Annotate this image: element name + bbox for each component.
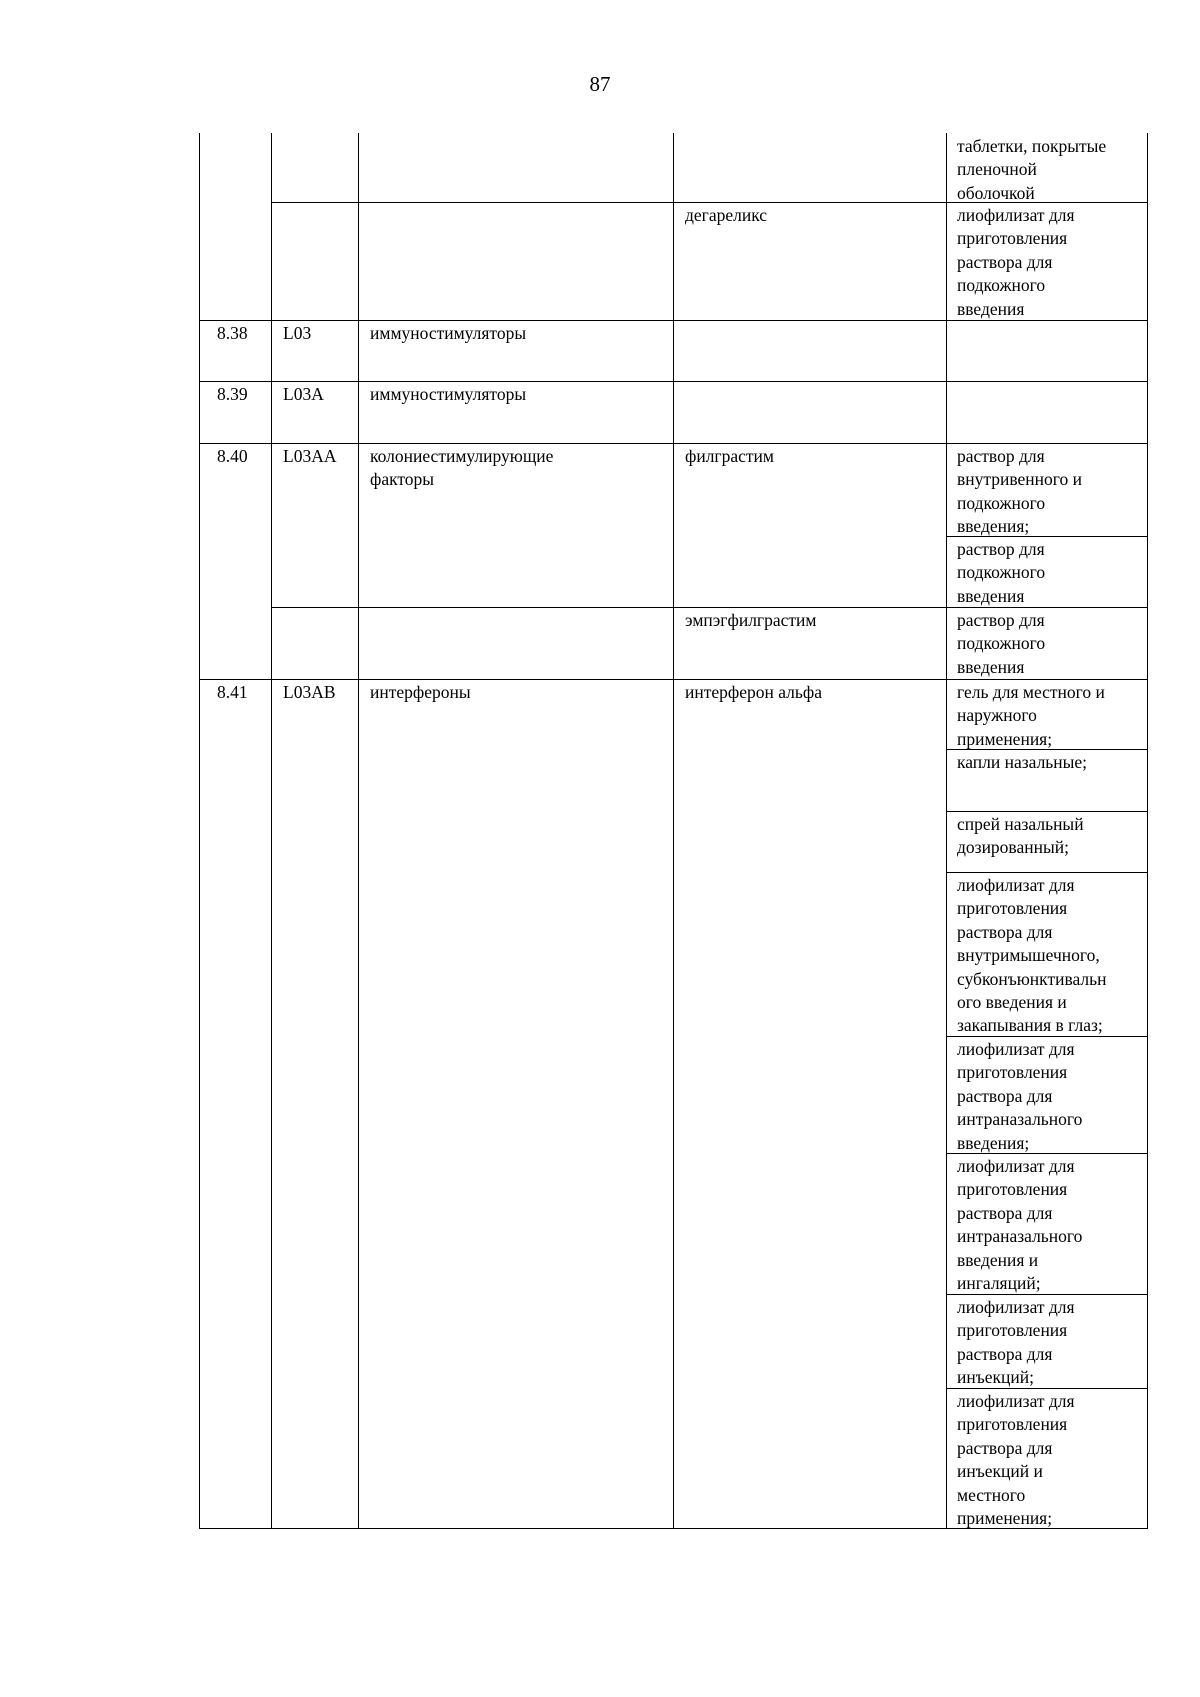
dosage-form: раствор для подкожного введения <box>957 610 1046 677</box>
atc-code: L03A <box>283 384 324 404</box>
atc-code: L03AA <box>283 446 337 466</box>
dosage-form: лиофилизат для приготовления раствора для подкожного введения <box>957 205 1075 319</box>
page-number: 87 <box>589 72 611 96</box>
drug-name: филграстим <box>685 446 774 466</box>
drug-name: эмпэгфилграстим <box>685 610 817 630</box>
group-name: интерфероны <box>370 682 471 702</box>
dosage-form: таблетки, покрытые пленочной оболочкой <box>957 136 1107 203</box>
group-name: колониестимулирующие факторы <box>370 446 554 490</box>
dosage-form: лиофилизат для приготовления раствора для внутримышечного, субконъюнктивальн ого введения и закапывания в глаз; <box>957 875 1107 1036</box>
dosage-form: лиофилизат для приготовления раствора для интраназального введения и ингаляций; <box>957 1156 1083 1294</box>
dosage-form: спрей назальный дозированный; <box>957 814 1084 858</box>
dosage-form: лиофилизат для приготовления раствора для инъекций; <box>957 1297 1075 1388</box>
dosage-form: капли назальные; <box>957 752 1088 772</box>
dosage-form: лиофилизат для приготовления раствора для интраназального введения; <box>957 1039 1083 1153</box>
atc-code: L03 <box>283 323 312 343</box>
row-number: 8.38 <box>217 323 248 343</box>
drug-name: дегареликс <box>685 205 768 225</box>
dosage-form: гель для местного и наружного применения; <box>957 682 1105 749</box>
row-number: 8.39 <box>217 384 248 404</box>
dosage-form: раствор для подкожного введения <box>957 539 1046 606</box>
group-name: иммуностимуляторы <box>370 384 527 404</box>
row-number: 8.41 <box>217 682 248 702</box>
dosage-form: раствор для внутривенного и подкожного введения; <box>957 446 1082 537</box>
atc-code: L03AB <box>283 682 336 702</box>
dosage-form: лиофилизат для приготовления раствора для инъекций и местного применения; <box>957 1391 1075 1529</box>
drug-name: интерферон альфа <box>685 682 822 702</box>
row-number: 8.40 <box>217 446 248 466</box>
group-name: иммуностимуляторы <box>370 323 527 343</box>
